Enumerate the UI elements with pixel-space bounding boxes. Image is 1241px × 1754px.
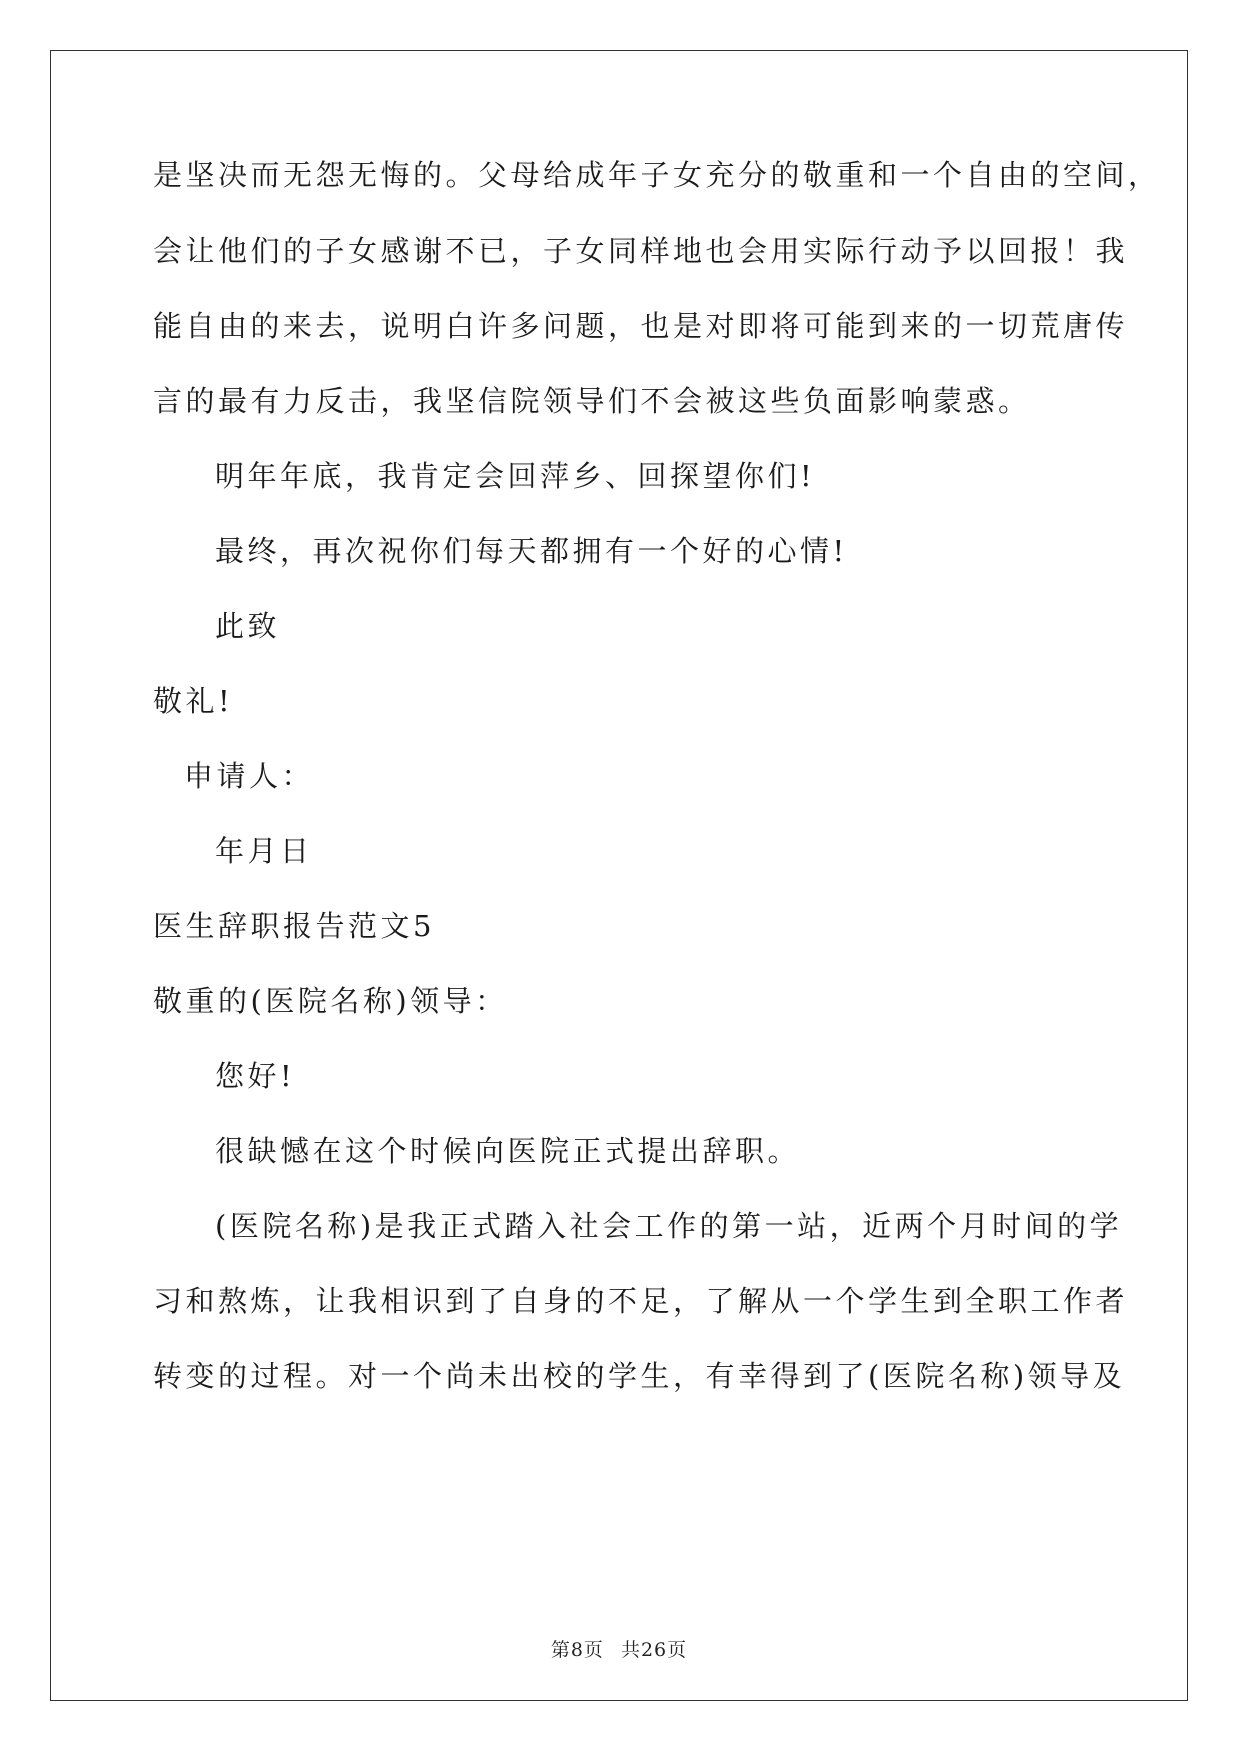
date-label: 年月日 (215, 834, 313, 868)
body-line: 转变的过程。对一个尚未出校的学生，有幸得到了(医院名称)领导及 (153, 1359, 1126, 1393)
letter-greeting: 敬重的(医院名称)领导： (153, 984, 508, 1018)
body-line: 习和熬炼，让我相识到了自身的不足，了解从一个学生到全职工作者 (153, 1284, 1129, 1318)
body-line: 会让他们的子女感谢不已，子女同样地也会用实际行动予以回报！我 (153, 234, 1129, 268)
applicant-label: 申请人： (184, 759, 315, 793)
body-line: 明年年底，我肯定会回萍乡、回探望你们! (215, 459, 816, 493)
body-line: 言的最有力反击，我坚信院领导们不会被这些负面影响蒙惑。 (153, 384, 1031, 418)
section-heading: 医生辞职报告范文5 (153, 909, 435, 943)
page-number: 第8页 (550, 1639, 604, 1661)
page-frame (50, 50, 1188, 1701)
document-body (51, 51, 1187, 1700)
page-footer (51, 1635, 1187, 1662)
body-line: 是坚决而无怨无悔的。父母给成年子女充分的敬重和一个自由的空间， (153, 158, 1161, 192)
body-line: 能自由的来去，说明白许多问题，也是对即将可能到来的一切荒唐传 (153, 309, 1129, 343)
closing-regards: 敬礼! (153, 684, 234, 718)
body-line: (医院名称)是我正式踏入社会工作的第一站，近两个月时间的学 (215, 1209, 1123, 1243)
page-total: 共26页 (620, 1639, 688, 1661)
body-line: 最终，再次祝你们每天都拥有一个好的心情! (215, 534, 848, 568)
body-line: 很缺憾在这个时候向医院正式提出辞职。 (215, 1134, 801, 1168)
closing-salutation: 此致 (215, 609, 281, 643)
body-line: 您好! (215, 1059, 296, 1093)
